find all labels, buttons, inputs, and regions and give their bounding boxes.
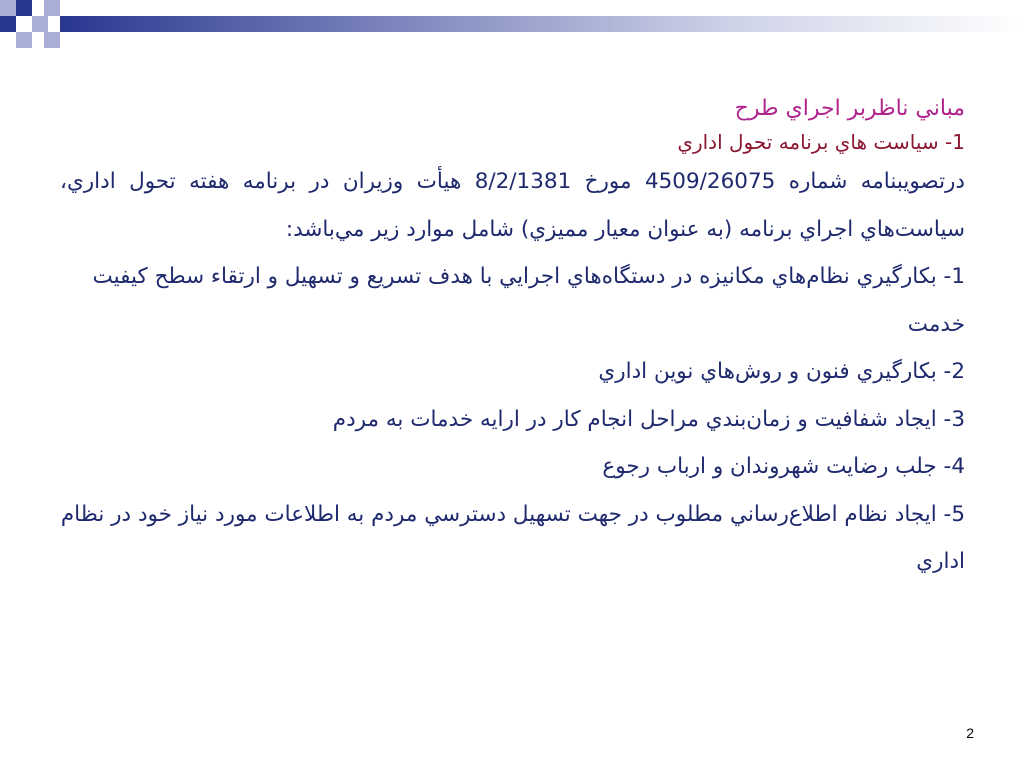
decorative-square (44, 32, 60, 48)
list-item: 3- ايجاد شفافيت و زمان‌بندي مراحل انجام كار در ارايه خدمات به مردم (332, 406, 965, 432)
intro-paragraph: درتصويبنامه شماره 4509/26075 مورخ 8/2/1381 هيأت وزيران در برنامه هفته تحول اداري، سياست‌هاي اجراي برنامه (به عنوان معيار مميزي) شامل موارد زير مي‌باشد: (60, 169, 966, 242)
decorative-square (44, 0, 60, 16)
decorative-square (32, 16, 48, 32)
list-item: 2- بكارگيري فنون و روش‌هاي نوين اداري (598, 359, 965, 384)
decorative-square (16, 0, 32, 16)
gradient-stripe (60, 16, 1024, 32)
decorative-square (0, 16, 16, 32)
slide-subtitle: 1- سياست هاي برنامه تحول اداري (677, 130, 965, 154)
slide-content (60, 92, 965, 586)
decorative-square (16, 32, 32, 48)
page-number: 2 (966, 725, 974, 741)
slide-title: مباني ناظربر اجراي طرح (734, 96, 965, 121)
list-item: 4- جلب رضايت شهروندان و ارباب رجوع (602, 454, 965, 479)
decorative-header-bar (0, 0, 1024, 48)
list-item: 5- ايجاد نظام اطلاع‌رساني مطلوب در جهت تسهيل دسترسي مردم به اطلاعات مورد نياز خود در نظام اداري (60, 501, 965, 574)
list-item: 1- بكارگيري نظام‌هاي مكانيزه در دستگاه‌هاي اجرايي با هدف تسريع و تسهيل و ارتقاء سطح كيفيت خدمت (92, 264, 965, 337)
decorative-square (0, 0, 16, 16)
